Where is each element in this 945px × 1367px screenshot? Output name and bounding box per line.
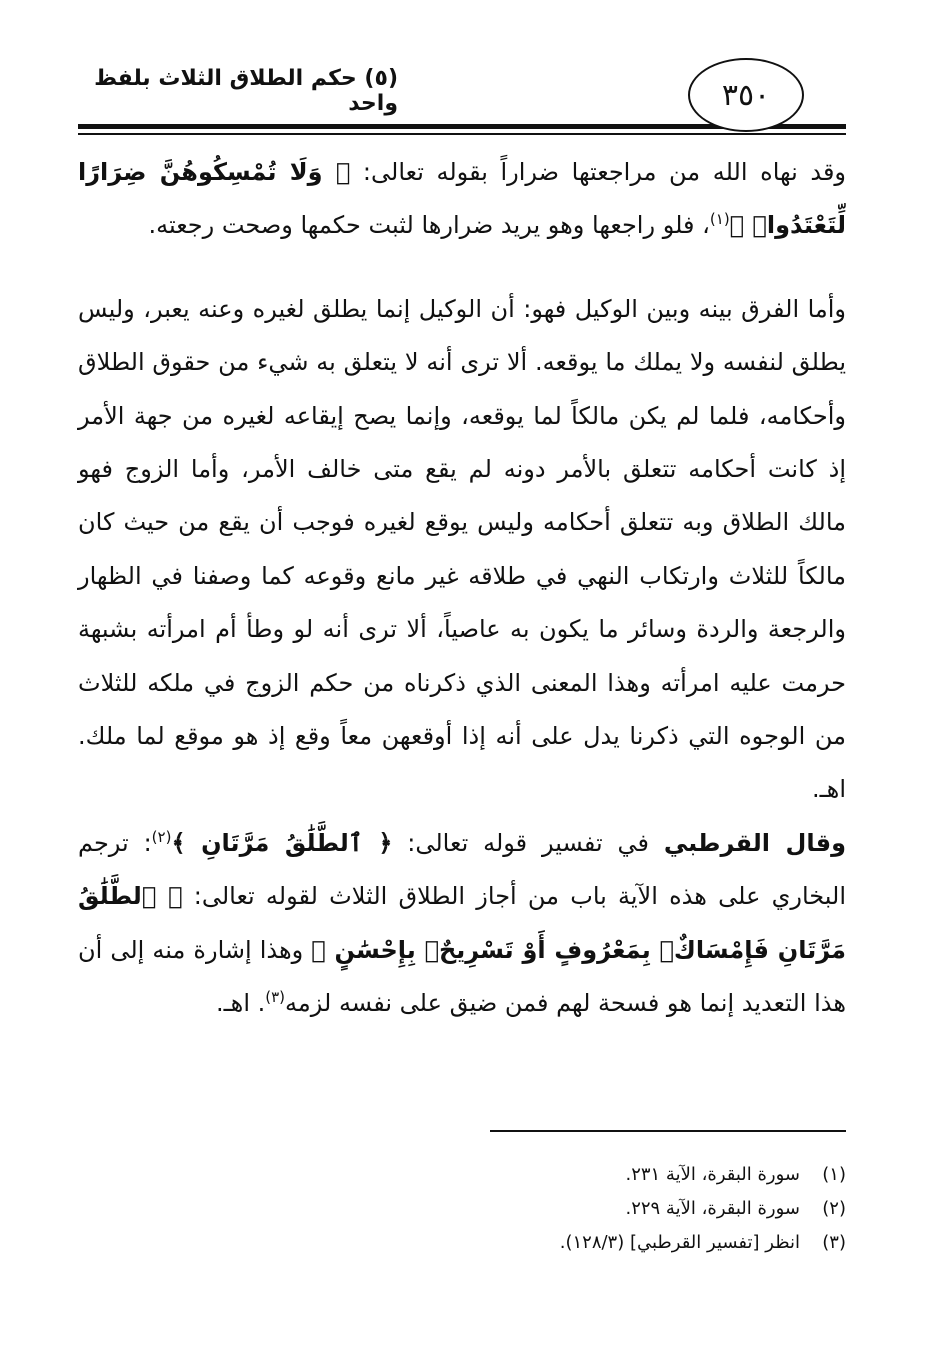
footnote xyxy=(400,1226,846,1260)
footnote-text: سورة البقرة، الآية ٢٣١. xyxy=(625,1164,800,1185)
footnote-number: (٢) xyxy=(822,1198,846,1219)
footnote-text: سورة البقرة، الآية ٢٢٩. xyxy=(625,1198,800,1219)
header-rule-thin xyxy=(78,133,846,135)
paragraph-3-end: . اهـ. xyxy=(216,989,266,1018)
paragraph-3 xyxy=(78,817,846,1031)
quran-verse: وَلَا تُمْسِكُوهُنَّ ضِرَارًا لِّتَعْتَدُوا۟ xyxy=(78,158,846,240)
footnotes xyxy=(400,1158,846,1260)
quran-open-bracket: ﴿ xyxy=(335,158,351,186)
paragraph-gap xyxy=(78,253,846,283)
footnote-number: (٣) xyxy=(822,1232,846,1253)
paragraph-3-middle: : ترجم البخاري على هذه الآية باب من أجاز الطلاق الثلاث لقوله تعالى: xyxy=(78,828,847,911)
page-number: ٣٥٠ xyxy=(721,77,771,113)
footnote-ref-3: (٣) xyxy=(265,988,286,1007)
paragraph-2: وأما الفرق بينه وبين الوكيل فهو: أن الوكيل إنما يطلق لغيره وعنه يعبر، وليس يطلق لنفسه ولا يملك ما يوقعه. ألا ترى أنه لا يتعلق به شيء من حقوق الطلاق وأحكامه، فلما لم يكن مالكاً لما يوقعه، وإنما يصح إيقاعه لغيره من جهة الأمر إذ كانت أحكامه تتعلق بالأمر دونه لم يقع متى خالف الأمر، وأما الزوج فهو مالك الطلاق وبه تتعلق أحكامه وليس يوقع لغيره فوجب أن يقع من حيث كان مالكاً للثلاث وارتكاب النهي في طلاقه غير مانع وقوعه كما وصفنا في الظهار والرجعة والردة وسائر ما يكون به عاصياً، ألا ترى أنه لو وطأ أم امرأته بشبهة حرمت عليه امرأته وهذا المعنى الذي ذكرناه من حكم الزوج في ملكه للثلاث من الوجوه التي ذكرنا يدل على أنه إذا أوقعهن معاً وقع إذ هو موقع لما ملك. اهـ. xyxy=(78,294,846,804)
quran-verse: ٱلطَّلَٰقُ مَرَّتَانِ xyxy=(185,828,379,857)
footnote xyxy=(400,1192,846,1226)
paragraph-1-tail: ، فلو راجعها وهو يريد ضرارها لثبت حكمها وصحت رجعته. xyxy=(148,211,710,240)
body-text xyxy=(78,146,846,1031)
footnote-text: انظر [تفسير القرطبي] (١٢٨/٣). xyxy=(559,1232,800,1253)
paragraph-3-lead: في تفسير قوله تعالى: xyxy=(392,828,664,857)
quran-close-bracket: ﴾ xyxy=(729,211,745,240)
footnote-number: (١) xyxy=(822,1164,846,1185)
paragraph-3-lead-bold: وقال القرطبي xyxy=(663,828,847,857)
footnote-separator xyxy=(490,1130,846,1132)
quran-open-bracket: ﴿ xyxy=(378,828,393,857)
page-number-oval xyxy=(688,58,804,132)
quran-close-bracket: ﴾ xyxy=(171,828,186,857)
quran-verse: ٱلطَّلَٰقُ مَرَّتَانِ فَإِمْسَاكٌۢ بِمَعْرُوفٍ أَوْ تَسْرِيحٌۢ بِإِحْسَٰنٍ xyxy=(78,882,847,964)
quran-close-bracket: ﴾ xyxy=(311,935,326,964)
running-header-title: (٥) حكم الطلاق الثلاث بلفظ واحد xyxy=(94,66,398,116)
footnote-ref-2: (٢) xyxy=(151,827,172,846)
quran-open-bracket: ﴿ xyxy=(168,882,183,911)
footnote xyxy=(400,1158,846,1192)
paragraph-1 xyxy=(78,146,846,253)
paragraph-1-lead: وقد نهاه الله من مراجعتها ضراراً بقوله تعالى: xyxy=(350,158,847,186)
footnote-ref-1: (١) xyxy=(709,210,730,229)
paragraph-3-tail: وهذا إشارة منه إلى أن هذا التعديد إنما هو فسحة لهم فمن ضيق على نفسه لزمه xyxy=(78,935,846,1018)
